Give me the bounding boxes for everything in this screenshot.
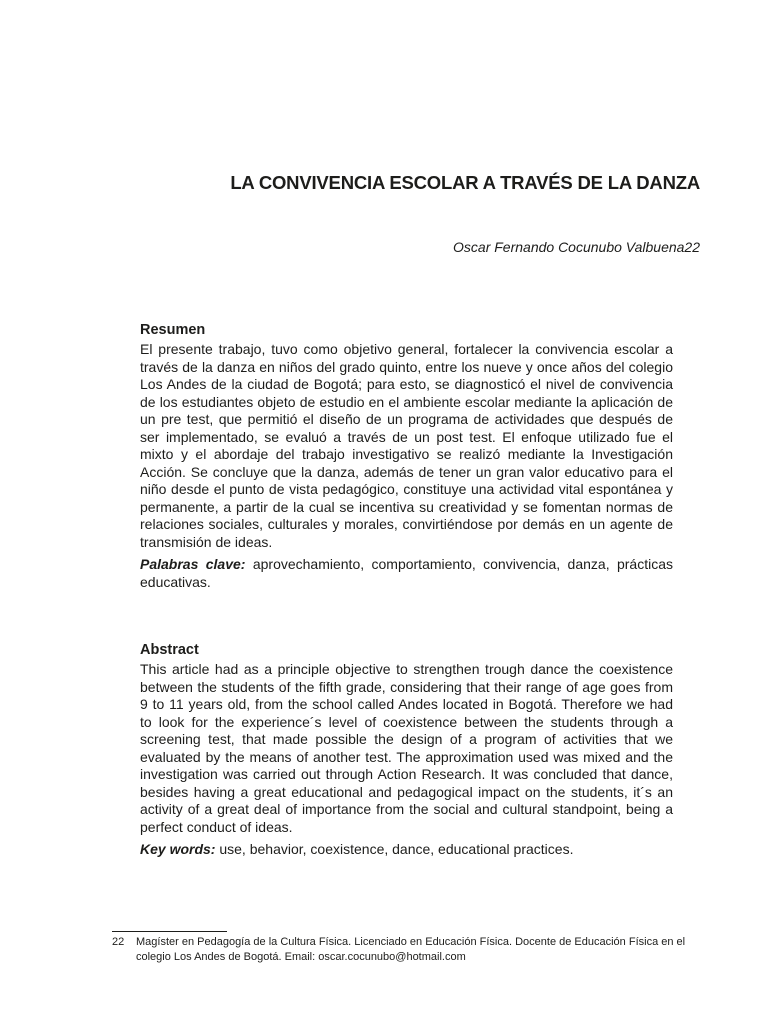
resumen-keywords-label: Palabras clave:: [140, 556, 246, 572]
abstract-keywords: [140, 841, 673, 859]
resumen-section: [140, 321, 673, 591]
abstract-heading: Abstract: [140, 642, 199, 658]
abstract-body: This article had as a principle objective to strengthen trough dance the coexistence between the students of the fifth grade, considering that their range of age goes from 9 to 11 years old, from the school called Andes located in Bogotá. Therefore we had to look for the experience´s level of coexistence between the students through a screening test, that made possible the design of a program of activities that we evaluated by the means of another test. The approximation used was mixed and the investigation was carried out through Action Research. It was concluded that dance, besides having a great educational and pedagogical impact on the students, it´s an activity of a great deal of importance from the social and cultural standpoint, being a perfect conduct of ideas.: [140, 661, 673, 835]
footnote-text: Magíster en Pedagogía de la Cultura Física. Licenciado en Educación Física. Docente de Educación Física en el colegio Los Andes de Bogotá. Email: oscar.cocunubo@hotmail.com: [136, 936, 686, 963]
abstract-section: [140, 641, 673, 859]
paper-title: LA CONVIVENCIA ESCOLAR A TRAVÉS DE LA DANZA: [230, 172, 700, 193]
author-name: Oscar Fernando Cocunubo Valbuena22: [453, 239, 700, 255]
resumen-keywords-text: aprovechamiento, comportamiento, convivencia, danza, prácticas educativas.: [140, 556, 673, 590]
abstract-keywords-text: use, behavior, coexistence, dance, educational practices.: [215, 841, 574, 857]
footnote-divider: [112, 931, 227, 932]
resumen-heading: Resumen: [140, 322, 206, 338]
footnote-number: 22: [112, 936, 125, 948]
resumen-keywords: [140, 556, 673, 591]
resumen-body: El presente trabajo, tuvo como objetivo general, fortalecer la convivencia escolar a través de la danza en niños del grado quinto, entre los nueve y once años del colegio Los Andes de la ciudad de Bogotá; para esto, se diagnosticó el nivel de convivencia de los estudiantes objeto de estudio en el ambiente escolar mediante la aplicación de un pre test, que permitió el diseño de un programa de actividades que después de ser implementado, se evaluó a través de un post test. El enfoque utilizado fue el mixto y el abordaje del trabajo investigativo se realizó mediante la Investigación Acción. Se concluye que la danza, además de tener un gran valor educativo para el niño desde el punto de vista pedagógico, constituye una actividad vital espontánea y permanente, a partir de la cual se incentiva su creatividad y se fomentan normas de relaciones sociales, culturales y morales, convirtiéndose por demás en un agente de transmisión de ideas.: [140, 341, 673, 550]
footnote: [112, 935, 702, 964]
abstract-keywords-label: Key words:: [140, 841, 216, 857]
